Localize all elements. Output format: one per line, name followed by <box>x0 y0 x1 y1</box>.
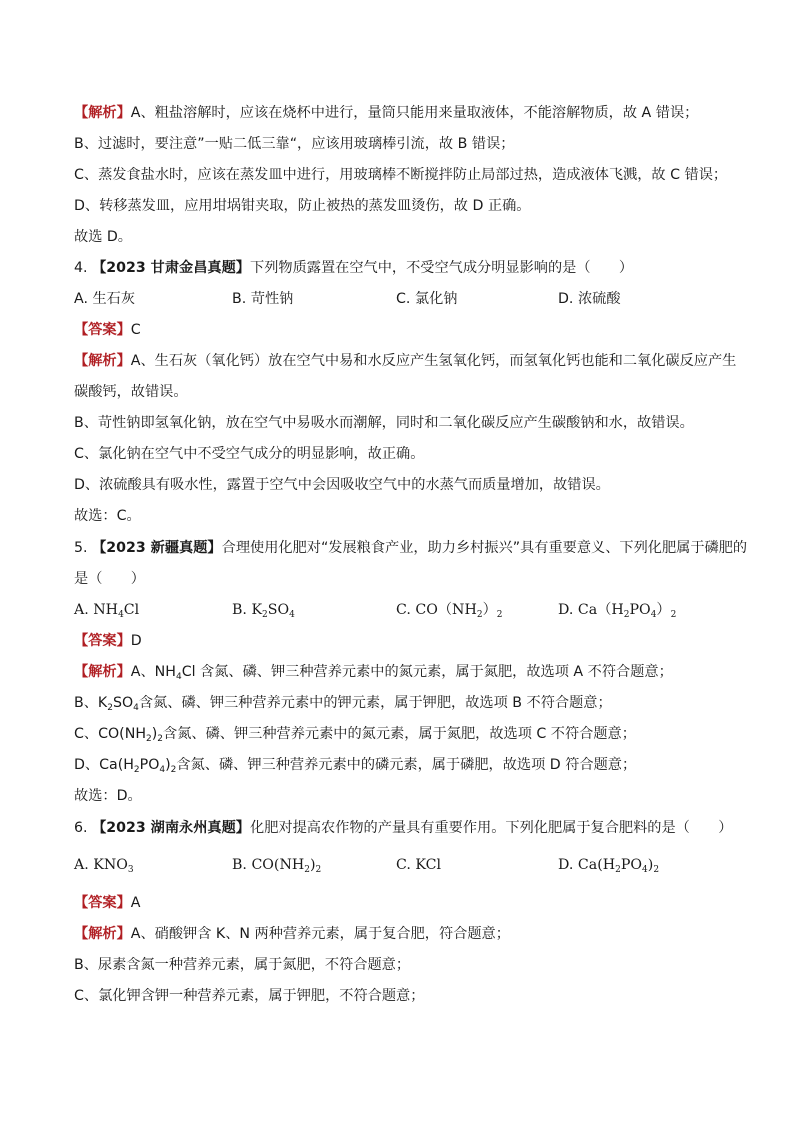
analysis-line: C、$CO(NH_2)_2$含氮、磷、钾三种营养元素中的氮元素，属于氮肥，故选项 C 不符合题意； <box>74 726 636 744</box>
conclusion: 故选 D。 <box>74 229 132 245</box>
conclusion: 故选：D。 <box>74 788 142 804</box>
analysis-line: 碳酸钙，故错误。 <box>74 384 188 400</box>
analysis-tag: 【解析】 <box>74 664 131 680</box>
question-5-stem: 5. 【2023 新疆真题】合理使用化肥对“发展粮食产业，助力乡村振兴”具有重要意义、下列化肥属于磷肥的 <box>74 540 748 556</box>
answer-line: 【答案】D <box>74 633 142 649</box>
analysis-tag: 【解析】 <box>74 926 131 942</box>
option-a: A. $NH_4Cl$ <box>74 602 140 620</box>
analysis-line: C、氯化钾含钾一种营养元素，属于钾肥，不符合题意； <box>74 988 425 1004</box>
option-d: D. $Ca(H_2PO_4)_2$ <box>558 857 660 875</box>
analysis-line: 【解析】A、$NH_4Cl$ 含氮、磷、钾三种营养元素中的氮元素，属于氮肥，故选项 A 不符合题意； <box>74 664 673 682</box>
question-6-stem: 6. 【2023 湖南永州真题】化肥对提高农作物的产量具有重要作用。下列化肥属于复合肥料的是（ ） <box>74 820 733 836</box>
option-b: B. 苛性钠 <box>232 291 294 307</box>
option-b: B. $K_2SO_4$ <box>232 602 295 620</box>
analysis-line: D、浓硫酸具有吸水性，露置于空气中会因吸收空气中的水蒸气而质量增加，故错误。 <box>74 477 610 493</box>
answer-tag: 【答案】 <box>74 322 131 338</box>
option-c: C. $CO(NH_2)_2$ <box>396 602 503 620</box>
answer-line: 【答案】A <box>74 895 141 911</box>
analysis-line: B、尿素含氮一种营养元素，属于氮肥，不符合题意； <box>74 957 411 973</box>
analysis-line: D、转移蒸发皿，应用坩埚钳夹取，防止被热的蒸发皿烫伤，故 D 正确。 <box>74 198 531 214</box>
question-source: 【2023 新疆真题】 <box>92 540 222 556</box>
option-c: C. KCl <box>396 857 441 873</box>
option-a: A. $KNO_3$ <box>74 857 134 875</box>
option-d: D. $Ca(H_2PO_4)_2$ <box>558 602 677 620</box>
analysis-tag: 【解析】 <box>74 105 131 121</box>
analysis-line: D、$Ca(H_2PO_4)_2$含氮、磷、钾三种营养元素中的磷元素，属于磷肥，故选项 D 符合题意； <box>74 757 637 775</box>
option-d: D. 浓硫酸 <box>558 291 621 307</box>
analysis-line: 【解析】A、硝酸钾含 K、N 两种营养元素，属于复合肥，符合题意； <box>74 926 510 942</box>
analysis-line: 【解析】A、生石灰（氧化钙）放在空气中易和水反应产生氢氧化钙，而氢氧化钙也能和二氧化碳反应产生 <box>74 353 737 369</box>
option-c: C. 氯化钠 <box>396 291 458 307</box>
question-5-stem-cont: 是（ ） <box>74 571 145 587</box>
analysis-line: B、$K_2SO_4$含氮、磷、钾三种营养元素中的钾元素，属于钾肥，故选项 B 不符合题意； <box>74 695 612 713</box>
conclusion: 故选：C。 <box>74 508 141 524</box>
question-source: 【2023 甘肃金昌真题】 <box>92 260 250 276</box>
analysis-line: B、过滤时，要注意”一贴二低三靠“，应该用玻璃棒引流，故 B 错误； <box>74 136 515 152</box>
option-b: B. $CO(NH_2)_2$ <box>232 857 322 875</box>
analysis-line: C、氯化钠在空气中不受空气成分的明显影响，故正确。 <box>74 446 425 462</box>
question-4-stem: 4. 【2023 甘肃金昌真题】下列物质露置在空气中，不受空气成分明显影响的是（ ） <box>74 260 634 276</box>
answer-tag: 【答案】 <box>74 895 131 911</box>
question-source: 【2023 湖南永州真题】 <box>92 820 250 836</box>
option-a: A. 生石灰 <box>74 291 136 307</box>
analysis-tag: 【解析】 <box>74 353 131 369</box>
analysis-line: C、蒸发食盐水时，应该在蒸发皿中进行，用玻璃棒不断搅拌防止局部过热，造成液体飞溅，故 C 错误； <box>74 167 728 183</box>
analysis-line: 【解析】A、粗盐溶解时，应该在烧杯中进行，量筒只能用来量取液体，不能溶解物质，故 A 错误； <box>74 105 699 121</box>
answer-tag: 【答案】 <box>74 633 131 649</box>
answer-line: 【答案】C <box>74 322 141 338</box>
analysis-line: B、苛性钠即氢氧化钠，放在空气中易吸水而潮解，同时和二氧化碳反应产生碳酸钠和水，故错误。 <box>74 415 694 431</box>
